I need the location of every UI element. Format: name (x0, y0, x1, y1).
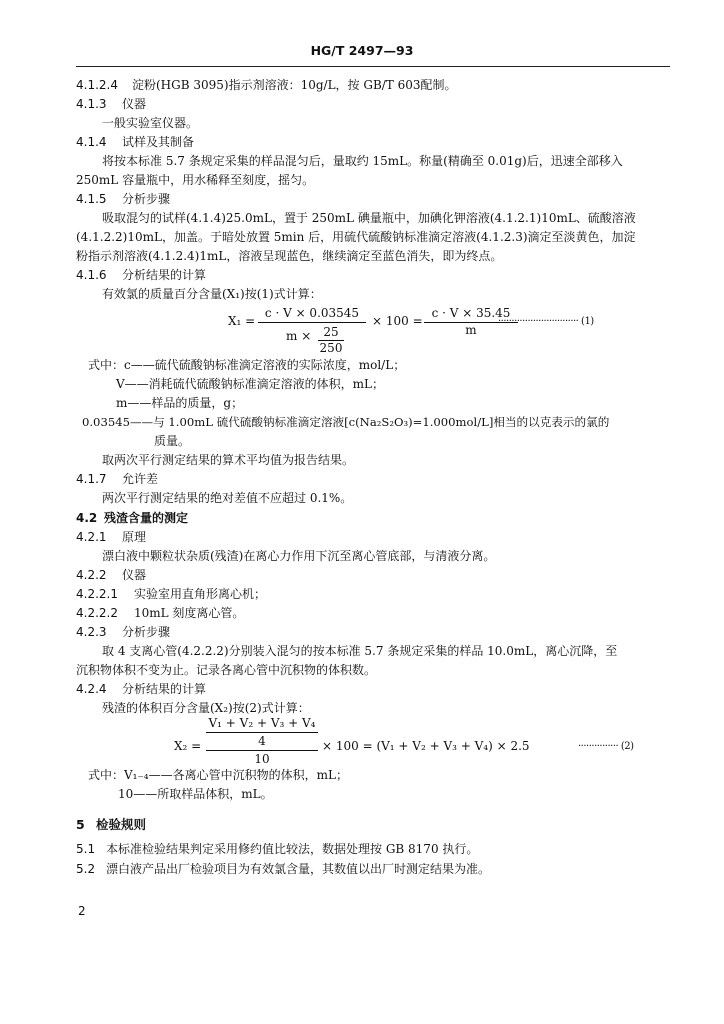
paragraph: 有效氯的质量百分含量(X₁)按(1)式计算： (102, 287, 322, 301)
paragraph: 两次平行测定结果的绝对差值不应超过 0.1%。 (102, 491, 353, 505)
clause-4-1-3 (76, 95, 146, 113)
clause-4-1-4 (76, 133, 194, 151)
where-item-c (88, 356, 405, 374)
formula-denominator: 10 (254, 752, 270, 766)
clause-text: 淀粉(HGB 3095)指示剂溶液：10g/L，按 GB/T 603配制。 (132, 78, 457, 92)
paragraph: 残渣的体积百分含量(X₂)按(2)式计算： (102, 701, 310, 715)
where-text: 与 1.00mL 硫代硫酸钠标准滴定溶液[c(Na₂S₂O₃)=1.000mol/L]相当的以克表示的氯的 (153, 415, 610, 429)
clause-number: 4.2.1 (76, 530, 107, 544)
where-item-constant (82, 413, 609, 431)
equation-number-1: ······························ (1) (498, 316, 594, 327)
clause-heading: 分析步骤 (122, 625, 171, 639)
formula-denominator-2: m (465, 323, 477, 337)
inner-fraction-bar (206, 732, 318, 733)
where-item-10 (118, 785, 273, 803)
paragraph: 漂白液中颗粒状杂质(残渣)在离心力作用下沉至离心管底部，与清液分离。 (102, 549, 496, 563)
clause-heading: 原理 (122, 530, 147, 544)
formula-numerator: c · V × 0.03545 (264, 306, 360, 320)
clause-number: 5.2 (76, 862, 96, 876)
where-text: 各离心管中沉积物的体积，mL； (172, 768, 348, 782)
clause-number: 5.1 (76, 842, 96, 856)
clause-heading: 残渣含量的测定 (104, 511, 189, 525)
clause-heading: 允许差 (122, 472, 159, 486)
formula-numerator-2: c · V × 35.45 (431, 306, 511, 320)
formula-inner-denominator: 250 (319, 341, 343, 355)
formula-middle: × 100 = (372, 314, 423, 328)
formula-lhs: X₂ = (174, 739, 202, 753)
clause-4-2-4 (76, 680, 206, 698)
formula-rest: × 100 = (V₁ + V₂ + V₃ + V₄) × 2.5 (322, 739, 530, 753)
paragraph: 沉积物体积不变为止。记录各离心管中沉积物的体积数。 (76, 663, 377, 677)
clause-4-1-2-4 (76, 76, 457, 94)
section-heading: 检验规则 (96, 817, 147, 832)
where-label: 式中：V₁₋₄—— (88, 768, 173, 782)
where-item-v14 (88, 766, 348, 784)
clause-4-2-2 (76, 566, 146, 584)
clause-heading: 仪器 (122, 568, 147, 582)
clause-number: 4.1.5 (76, 192, 107, 206)
formula-inner-numerator: 25 (323, 325, 339, 339)
where-text: 硫代硫酸钠标准滴定溶液的实际浓度，mol/L； (154, 358, 406, 372)
paragraph: 吸取混匀的试样(4.1.4)25.0mL，置于 250mL 碘量瓶中，加碘化钾溶液(4.1.2.1)10mL、硫酸溶液 (102, 211, 636, 225)
where-label: V—— (116, 377, 149, 391)
clause-4-1-6 (76, 266, 206, 284)
paragraph: 粉指示剂溶液(4.1.2.4)1mL，溶液呈现蓝色，继续滴定至蓝色消失，即为终点。 (76, 249, 503, 263)
header-rule (76, 66, 670, 67)
formula-lhs: X₁ = (228, 314, 256, 328)
clause-heading: 分析步骤 (122, 192, 171, 206)
page-header: HG/T 2497—93 (310, 43, 414, 58)
clause-number: 4.2 (76, 511, 98, 525)
paragraph: 取 4 支离心管(4.2.2.2)分别装入混匀的按本标准 5.7 条规定采集的样品 10.0mL，离心沉降，至 (102, 644, 618, 658)
section-5 (76, 816, 146, 834)
equation-number-2: ··············· (2) (578, 741, 634, 752)
where-item-v (116, 375, 384, 393)
clause-number: 4.2.2.1 (76, 587, 118, 601)
clause-heading: 试样及其制备 (122, 135, 195, 149)
clause-4-2-2-2 (76, 604, 244, 622)
clause-text: 10mL 刻度离心管。 (134, 606, 245, 620)
clause-5-1 (76, 840, 478, 858)
where-item-m (116, 394, 243, 412)
fraction-bar (206, 750, 318, 751)
clause-number: 4.2.4 (76, 682, 107, 696)
clause-text: 本标准检验结果判定采用修约值比较法，数据处理按 GB 8170 执行。 (106, 842, 479, 856)
clause-text: 实验室用直角形离心机； (134, 587, 267, 601)
paragraph: 取两次平行测定结果的算术平均值为报告结果。 (102, 453, 355, 467)
where-label: 0.03545—— (82, 415, 154, 429)
where-text: 样品的质量，g； (151, 396, 244, 410)
clause-number: 4.1.6 (76, 268, 107, 282)
clause-number: 4.2.3 (76, 625, 107, 639)
clause-number: 4.1.4 (76, 135, 107, 149)
section-number: 5 (76, 817, 85, 832)
formula-numerator-top: V₁ + V₂ + V₃ + V₄ (208, 716, 316, 730)
paragraph: 250mL 容量瓶中，用水稀释至刻度，摇匀。 (76, 173, 315, 187)
clause-number: 4.1.2.4 (76, 78, 118, 92)
where-text: 所取样品体积，mL。 (157, 787, 273, 801)
clause-heading: 仪器 (122, 97, 147, 111)
clause-heading: 分析结果的计算 (122, 682, 207, 696)
clause-number: 4.1.7 (76, 472, 107, 486)
formula-numerator-bottom: 4 (258, 734, 266, 748)
paragraph: 将按本标准 5.7 条规定采集的样品混匀后，量取约 15mL。称量(精确至 0.01g)后，迅速全部移入 (102, 154, 623, 168)
paragraph: (4.1.2.2)10mL，加盖。于暗处放置 5min 后，用硫代硫酸钠标准滴定溶液(4.1.2.3)滴定至淡黄色，加淀 (76, 230, 636, 244)
where-text: 消耗硫代硫酸钠标准滴定溶液的体积，mL； (148, 377, 385, 391)
paragraph: 一般实验室仪器。 (102, 116, 199, 130)
clause-4-1-7 (76, 470, 158, 488)
clause-4-2 (76, 509, 188, 527)
clause-5-2 (76, 860, 490, 878)
clause-number: 4.2.2.2 (76, 606, 118, 620)
where-label: 10—— (118, 787, 158, 801)
clause-text: 漂白液产品出厂检验项目为有效氯含量，其数值以出厂时测定结果为准。 (106, 862, 491, 876)
clause-4-2-3 (76, 623, 170, 641)
formula-denominator-m: m × (286, 329, 312, 343)
where-label: m—— (116, 396, 152, 410)
clause-4-1-5 (76, 190, 170, 208)
clause-heading: 分析结果的计算 (122, 268, 207, 282)
clause-number: 4.1.3 (76, 97, 107, 111)
fraction-bar (258, 322, 366, 323)
where-text-continued: 质量。 (154, 434, 191, 448)
clause-4-2-2-1 (76, 585, 266, 603)
page-number: 2 (78, 904, 86, 918)
clause-number: 4.2.2 (76, 568, 107, 582)
clause-4-2-1 (76, 528, 146, 546)
where-label: 式中：c—— (88, 358, 155, 372)
